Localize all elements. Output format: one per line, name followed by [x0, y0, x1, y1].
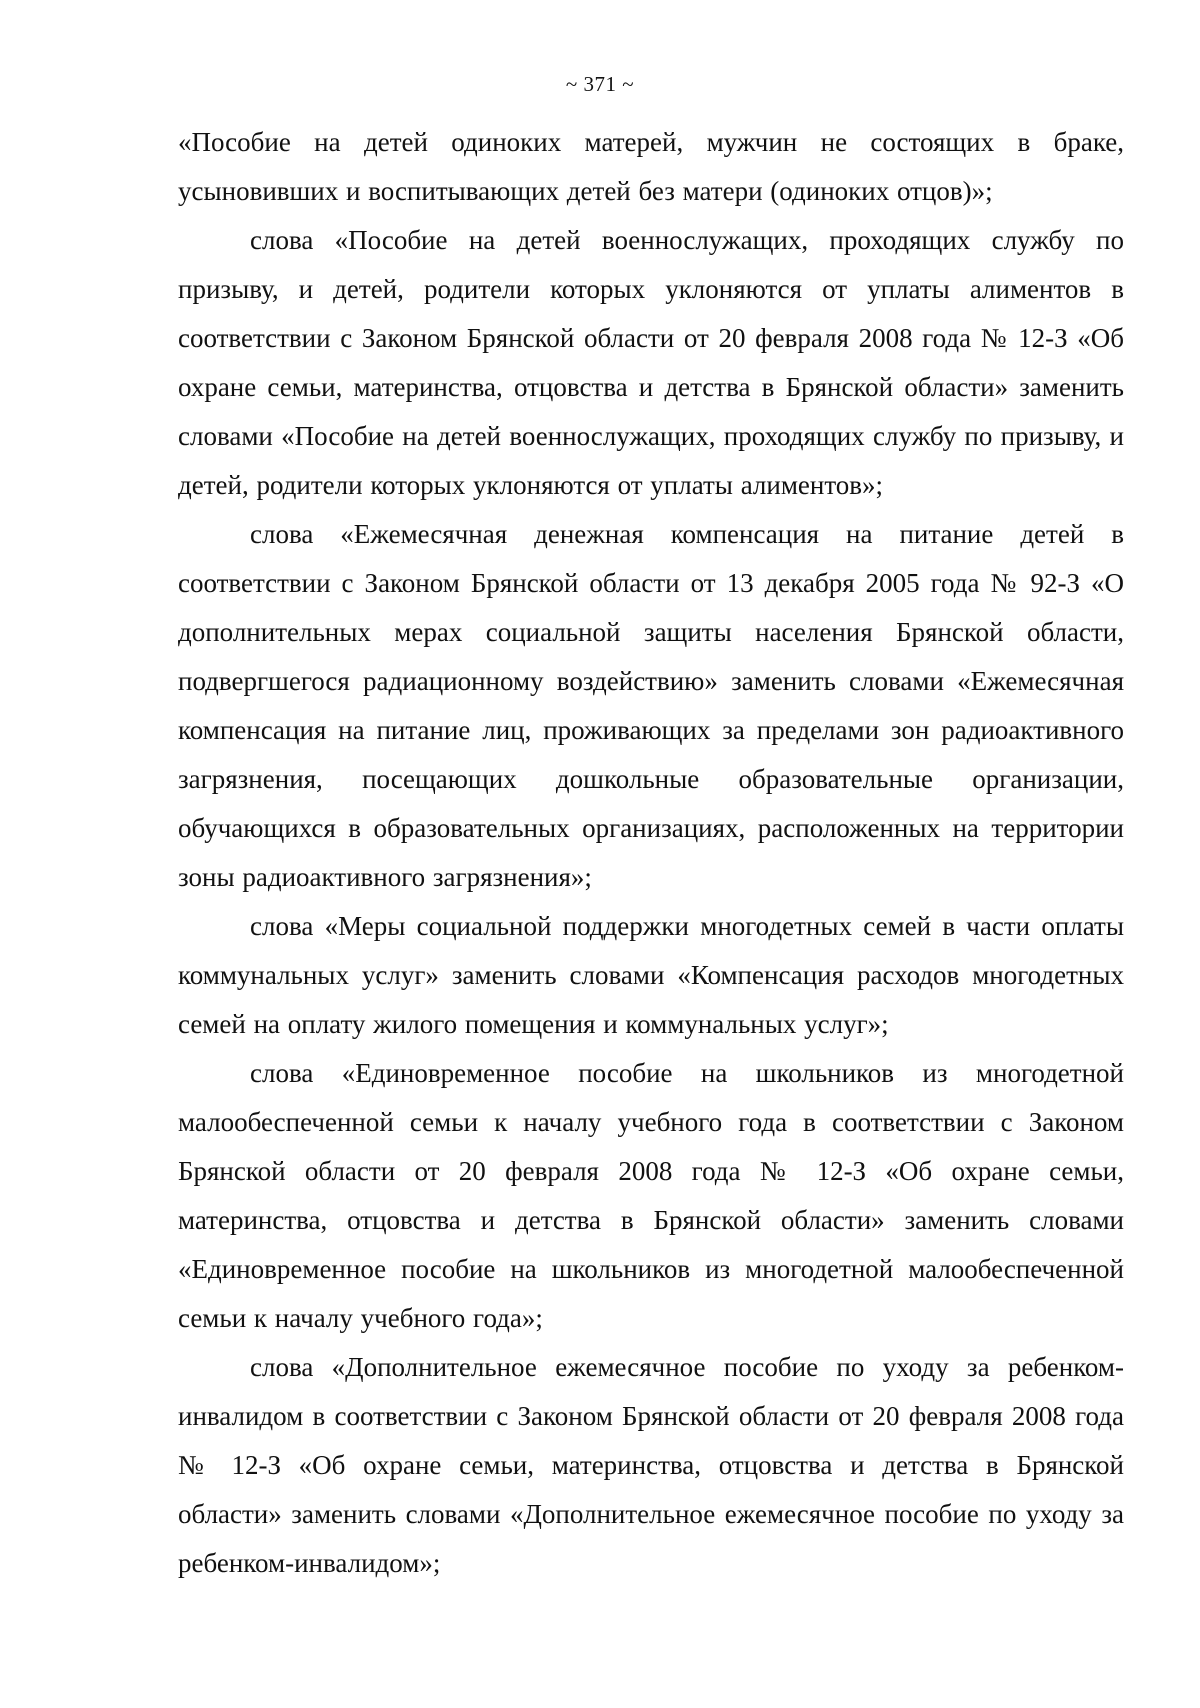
- paragraph-disabled-child-benefit: слова «Дополнительное ежемесячное пособие по уходу за ребенком-инвалидом в соответствии с Законом Брянской области от 20 февраля 2008 года № 12-З «Об охране семьи, материнства, отцовства и детства в Брянской области» заменить словами «Дополнительное ежемесячное пособие по уходу за ребенком-инвалидом»;: [178, 1352, 1124, 1578]
- page-number: ~ 371 ~: [565, 72, 635, 96]
- paragraph-large-family-utilities: слова «Меры социальной поддержки многодетных семей в части оплаты коммунальных услуг» заменить словами «Компенсация расходов многодетных семей на оплату жилого помещения и коммунальных услуг»;: [178, 911, 1124, 1039]
- paragraph-military-children-benefit: слова «Пособие на детей военнослужащих, проходящих службу по призыву, и детей, родители которых уклоняются от уплаты алиментов в соответствии с Законом Брянской области от 20 февраля 2008 года № 12-З «Об охране семьи, материнства, отцовства и детства в Брянской области» заменить словами «Пособие на детей военнослужащих, проходящих службу по призыву, и детей, родители которых уклоняются от уплаты алиментов»;: [178, 225, 1124, 500]
- paragraph-continuation: «Пособие на детей одиноких матерей, мужчин не состоящих в браке, усыновивших и воспитывающих детей без матери (одиноких отцов)»;: [178, 127, 1124, 206]
- paragraph-schoolchildren-benefit: слова «Единовременное пособие на школьников из многодетной малообеспеченной семьи к началу учебного года в соответствии с Законом Брянской области от 20 февраля 2008 года № 12-З «Об охране семьи, материнства, отцовства и детства в Брянской области» заменить словами «Единовременное пособие на школьников из многодетной малообеспеченной семьи к началу учебного года»;: [178, 1058, 1124, 1333]
- document-body: [178, 118, 1124, 1588]
- paragraph-food-compensation: слова «Ежемесячная денежная компенсация на питание детей в соответствии с Законом Брянской области от 13 декабря 2005 года № 92-З «О дополнительных мерах социальной защиты населения Брянской области, подвергшегося радиационному воздействию» заменить словами «Ежемесячная компенсация на питание лиц, проживающих за пределами зон радиоактивного загрязнения, посещающих дошкольные образовательные организации, обучающихся в образовательных организациях, расположенных на территории зоны радиоактивного загрязнения»;: [178, 519, 1124, 892]
